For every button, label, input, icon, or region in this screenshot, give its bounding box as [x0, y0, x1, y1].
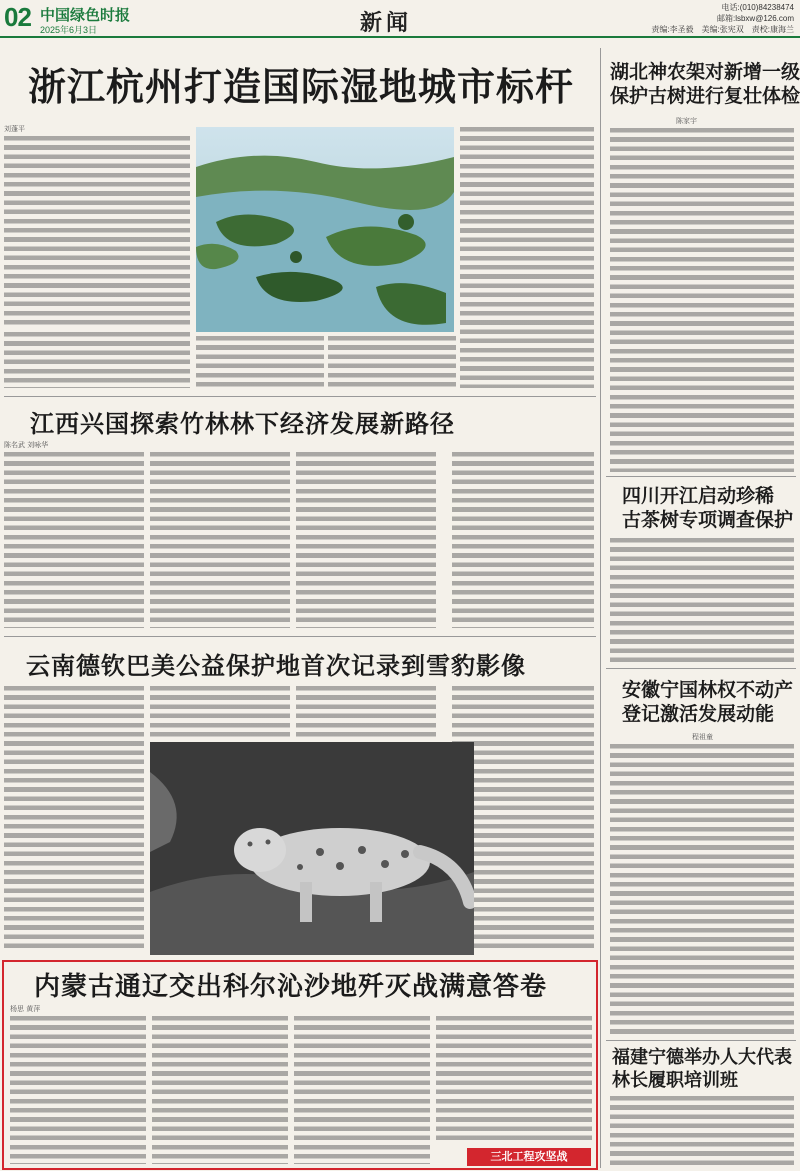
byline-jiangxi: 陈名武 刘咏华: [4, 441, 49, 449]
wetland-image: [196, 127, 454, 332]
body-inner-mongolia-4: [436, 1016, 592, 1144]
byline-shennongjia: 陈家宇: [676, 117, 697, 125]
headline-line-1: 四川开江启动珍稀: [622, 485, 775, 507]
body-hangzhou-2: [4, 332, 190, 388]
headline-inner-mongolia: 内蒙古通辽交出科尔沁沙地歼灭战满意答卷: [34, 972, 548, 1002]
body-fujian: [610, 1096, 794, 1166]
headline-line-2: 古茶树专项调查保护: [622, 509, 794, 531]
body-sichuan: [610, 538, 794, 664]
headline-line-1: 湖北神农架对新增一级: [610, 61, 800, 83]
email: 邮箱:lsbxw@126.com: [716, 14, 794, 23]
photo-snow-leopard: [150, 742, 474, 955]
body-jiangxi-3: [296, 452, 436, 628]
body-jiangxi-4: [452, 452, 594, 628]
headline-line-1: 安徽宁国林权不动产: [622, 679, 794, 701]
photo-wetland: [196, 127, 454, 332]
headline-line-2: 登记激活发展动能: [622, 703, 775, 725]
contact-info: [651, 2, 794, 35]
byline-anhui: 程祖童: [692, 733, 713, 741]
body-jiangxi-1: [4, 452, 144, 628]
headline-fujian: [612, 1046, 792, 1092]
body-shennongjia: [610, 128, 794, 472]
headline-sichuan: [622, 484, 793, 532]
section-rule: [4, 396, 596, 397]
body-inner-mongolia-3: [294, 1016, 430, 1164]
body-inner-mongolia-1: [10, 1016, 146, 1164]
section-rule: [4, 636, 596, 637]
body-hangzhou-5: [460, 127, 594, 388]
headline-line-2: 保护古树进行复壮体检: [610, 85, 800, 107]
newspaper-name: 中国绿色时报: [40, 6, 131, 24]
page-number: 02: [4, 2, 31, 32]
editors: 责编:李圣毅 美编:张宪双 责校:康海兰: [651, 25, 794, 34]
column-tag: 三北工程攻坚战: [467, 1148, 591, 1166]
masthead: [0, 0, 800, 38]
body-hangzhou-4: [328, 336, 456, 388]
byline-hangzhou: 刘蓬平: [4, 125, 25, 133]
headline-line-2: 林长履职培训班: [612, 1070, 738, 1091]
section-title: 新闻: [360, 10, 413, 36]
body-anhui: [610, 744, 794, 1034]
headline-hangzhou: 浙江杭州打造国际湿地城市标杆: [28, 64, 575, 109]
phone: 电话:(010)84238474: [721, 3, 794, 12]
body-jiangxi-2: [150, 452, 290, 628]
snow-leopard-image: [150, 742, 474, 955]
body-inner-mongolia-2: [152, 1016, 288, 1164]
issue-date: 2025年6月3日: [40, 25, 98, 35]
section-rule: [606, 668, 796, 669]
headline-anhui: [622, 678, 793, 726]
body-yunnan-2: [150, 686, 290, 738]
section-rule: [606, 1040, 796, 1041]
section-rule: [606, 476, 796, 477]
headline-line-1: 福建宁德举办人大代表: [612, 1047, 792, 1068]
body-hangzhou-1: [4, 136, 190, 328]
headline-jiangxi: 江西兴国探索竹林林下经济发展新路径: [30, 409, 455, 438]
body-yunnan-3: [296, 686, 436, 738]
column-divider: [600, 48, 601, 1168]
headline-yunnan: 云南德钦巴美公益保护地首次记录到雪豹影像: [26, 651, 526, 680]
headline-shennongjia: [610, 60, 800, 108]
byline-inner-mongolia: 杨思 黄萍: [10, 1005, 41, 1013]
body-yunnan-1: [4, 686, 144, 952]
body-hangzhou-3: [196, 336, 324, 388]
